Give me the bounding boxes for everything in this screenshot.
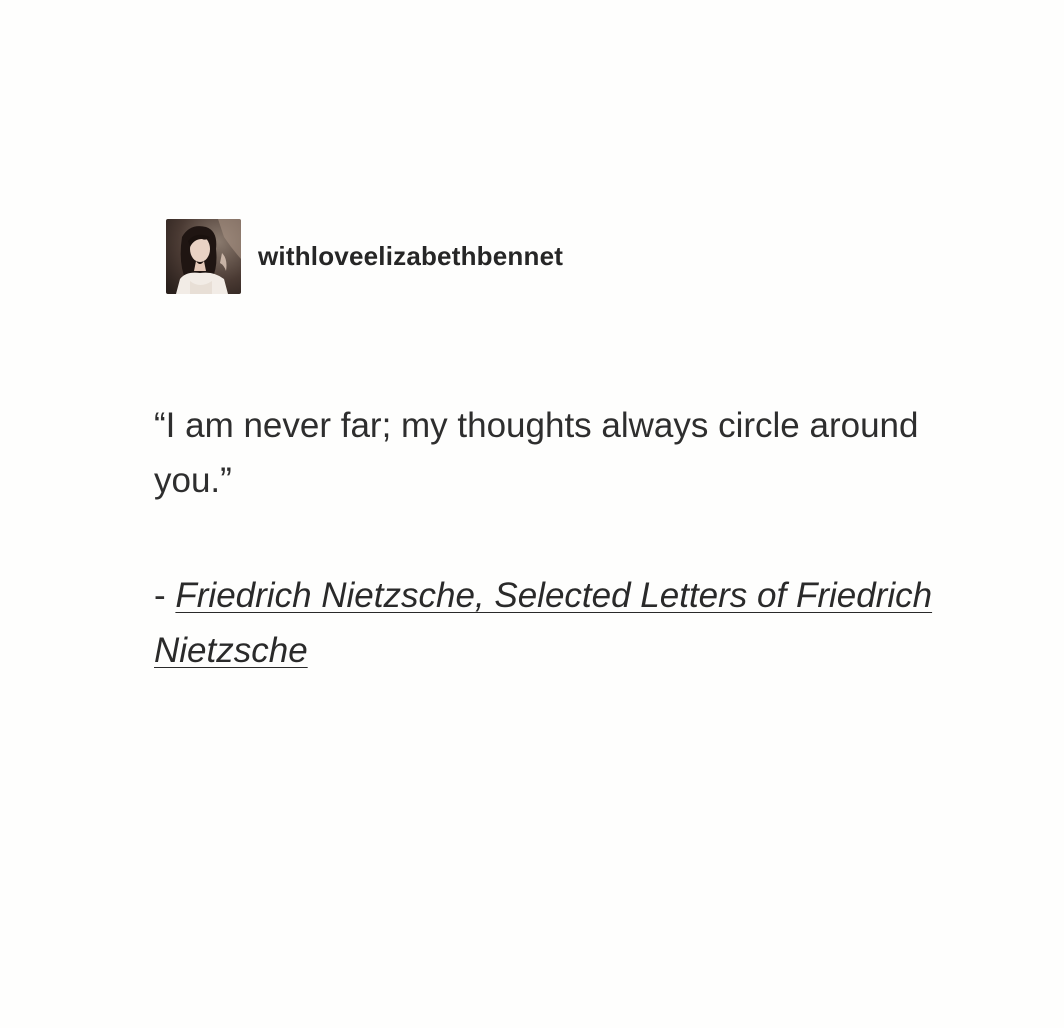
attribution bbox=[154, 568, 944, 678]
avatar[interactable] bbox=[166, 219, 241, 294]
quote-text: “I am never far; my thoughts always circle around you.” bbox=[154, 406, 919, 500]
avatar-portrait-icon bbox=[166, 219, 241, 294]
post-header bbox=[166, 219, 563, 294]
username-link[interactable]: withloveelizabethbennet bbox=[258, 241, 564, 271]
source-link[interactable]: Friedrich Nietzsche, Selected Letters of Friedrich Nietzsche bbox=[154, 576, 933, 670]
attribution-prefix: - bbox=[154, 576, 166, 615]
